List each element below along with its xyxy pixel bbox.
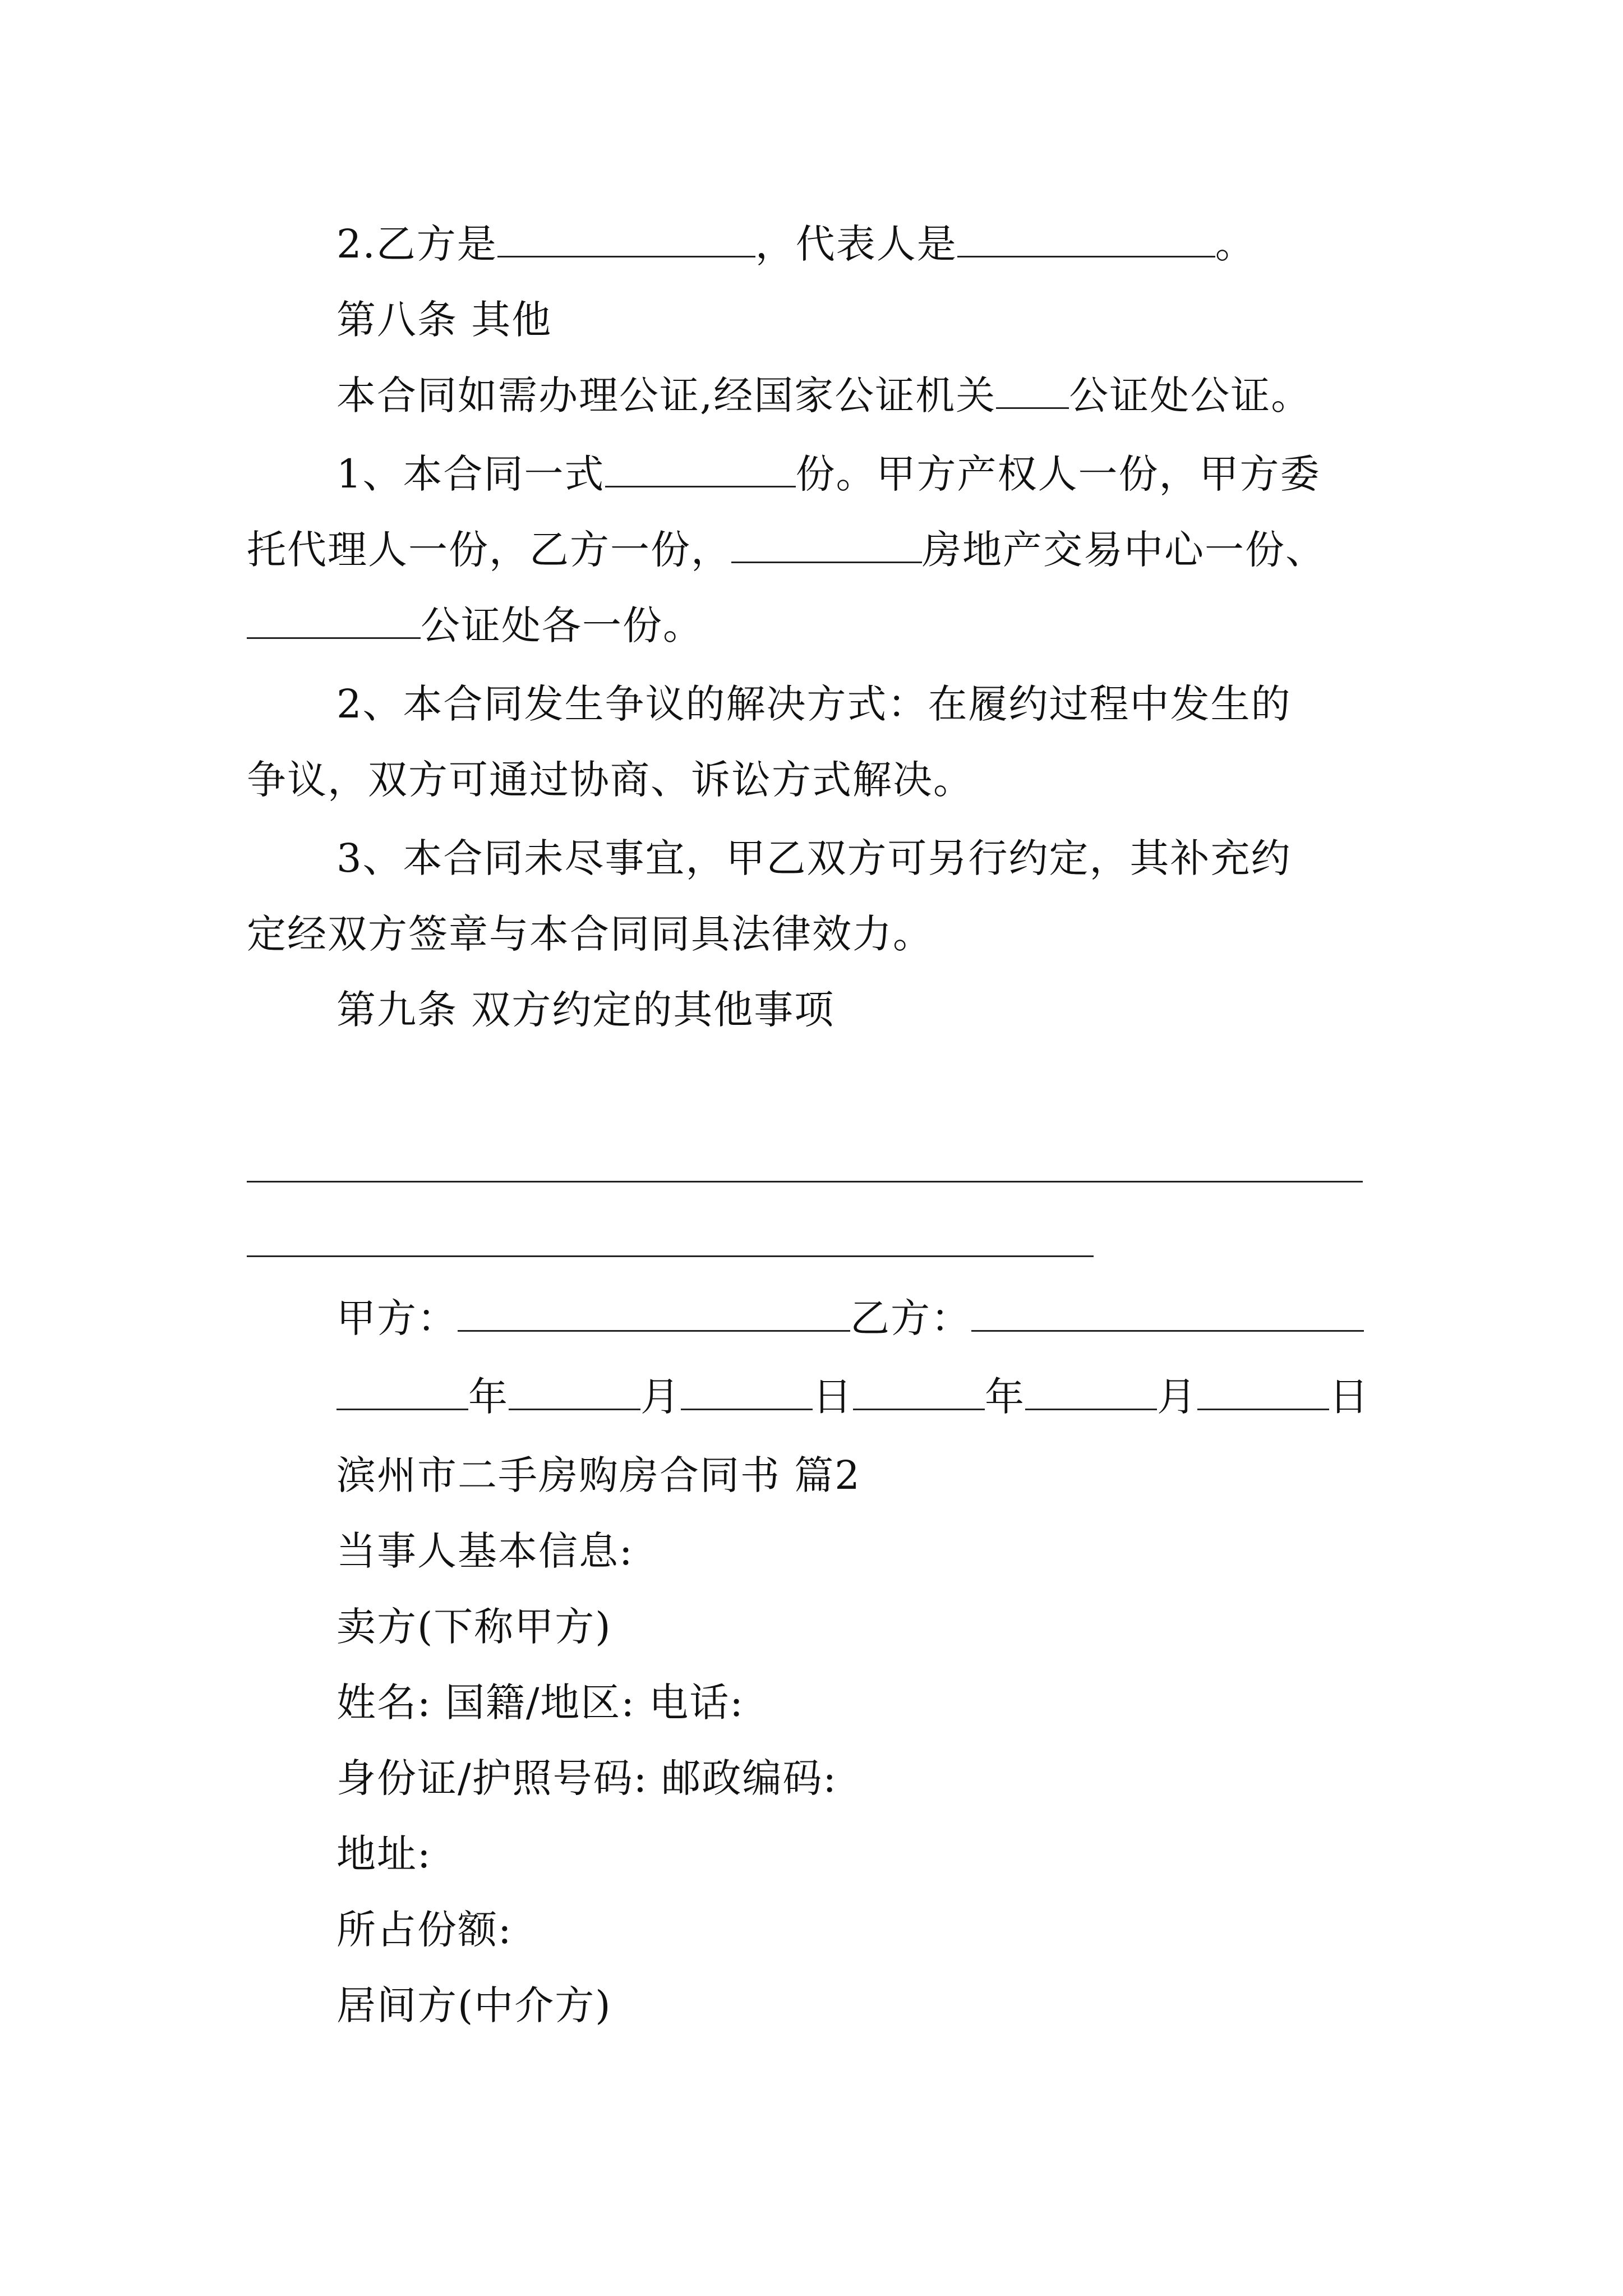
text: 日: [813, 1374, 853, 1420]
month-field[interactable]: [1025, 1373, 1157, 1410]
blank-rule-2[interactable]: [247, 1255, 1094, 1257]
seller-name-line: 姓名: 国籍/地区: 电话:: [336, 1680, 744, 1726]
copies-line-1: [336, 449, 1321, 499]
text: 月: [640, 1374, 681, 1420]
text: 。: [1215, 221, 1256, 267]
article-8-heading: 第八条 其他: [336, 297, 552, 343]
text: ，代表人是: [755, 221, 957, 267]
text: 托代理人一份，乙方一份，: [247, 527, 731, 573]
year-field[interactable]: [853, 1373, 985, 1410]
dispute-line-2: 争议，双方可通过协商、诉讼方式解决。: [247, 757, 974, 803]
text: 公证处各一份。: [421, 602, 703, 648]
party-b-signature-field[interactable]: [971, 1294, 1364, 1332]
seller-share-line: 所占份额:: [336, 1907, 513, 1953]
intermediary-heading: 居间方(中介方): [336, 1982, 612, 2028]
text: 公证处公证。: [1069, 372, 1312, 418]
notarization-line: [336, 370, 1311, 421]
day-field[interactable]: [681, 1373, 813, 1410]
text: 年: [468, 1374, 509, 1420]
parties-info-heading: 当事人基本信息:: [336, 1528, 634, 1574]
text: 本合同如需办理公证,经国家公证机关: [336, 372, 997, 418]
text: 房地产交易中心一份、: [922, 527, 1326, 573]
blank-field[interactable]: [247, 601, 421, 639]
dispute-line-1: 2、本合同发生争议的解决方式：在履约过程中发生的: [336, 681, 1292, 727]
text: 月: [1157, 1374, 1197, 1420]
seller-address-line: 地址:: [336, 1831, 432, 1877]
blank-field[interactable]: [605, 450, 796, 487]
party-a-label: 甲方：: [336, 1295, 458, 1341]
year-field[interactable]: [336, 1373, 468, 1410]
month-field[interactable]: [509, 1373, 640, 1410]
seller-id-line: 身份证/护照号码: 邮政编码:: [336, 1755, 838, 1801]
blank-field[interactable]: [497, 220, 755, 257]
day-field[interactable]: [1197, 1373, 1329, 1410]
text: 年: [985, 1374, 1025, 1420]
text: 份。甲方产权人一份，甲方委: [795, 451, 1321, 497]
blank-field[interactable]: [957, 220, 1215, 257]
supplement-line-2: 定经双方签章与本合同同具法律效力。: [247, 911, 933, 957]
party-b-label: 乙方：: [850, 1295, 971, 1341]
signature-line: [336, 1293, 1364, 1343]
copies-line-3: [247, 600, 703, 651]
text: 2.乙方是: [336, 221, 497, 267]
copies-line-2: [247, 524, 1326, 575]
date-line: [336, 1372, 1370, 1422]
contract-2-title: 滨州市二手房购房合同书 篇2: [336, 1452, 861, 1498]
party-a-signature-field[interactable]: [458, 1294, 850, 1332]
blank-rule-1[interactable]: [247, 1181, 1363, 1182]
clause-party-b-line: [336, 219, 1256, 269]
text: 1、本合同一式: [336, 451, 605, 497]
seller-heading: 卖方(下称甲方): [336, 1604, 612, 1650]
blank-field[interactable]: [731, 526, 922, 563]
blank-field[interactable]: [996, 371, 1069, 409]
article-9-heading: 第九条 双方约定的其他事项: [336, 987, 835, 1033]
supplement-line-1: 3、本合同未尽事宜，甲乙双方可另行约定，其补充约: [336, 835, 1292, 881]
text: 日: [1329, 1374, 1370, 1420]
